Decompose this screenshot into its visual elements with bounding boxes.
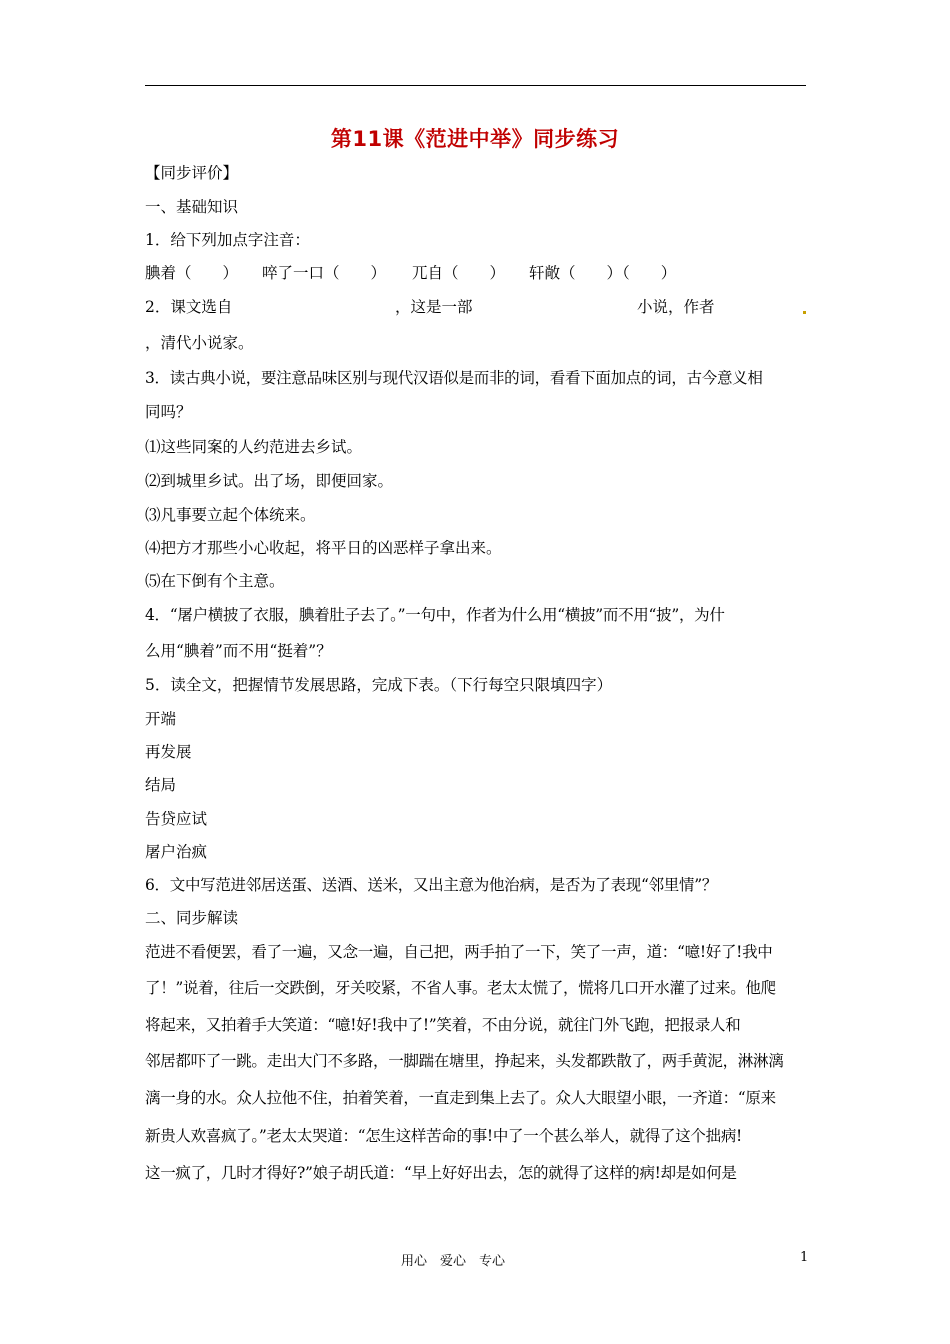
- q1-item: 腆着（ ）: [145, 264, 239, 282]
- footer-motto: 用心 爱心 专心: [401, 1254, 506, 1269]
- q3-item: ⑶凡事要立起个体统来。: [145, 506, 316, 524]
- part2-heading: 二、同步解读: [145, 909, 239, 927]
- q6-text: 6．文中写范进邻居送蛋、送酒、送米，又出主意为他治病，是否为了表现“邻里情”？: [145, 876, 718, 894]
- q2-part-c: 小说，作者: [637, 298, 715, 316]
- q2-part-b: ，这是一部: [395, 298, 473, 316]
- part1-heading: 一、基础知识: [145, 198, 239, 216]
- q5-prompt: 5．读全文，把握情节发展思路，完成下表。（下行每空只限填四字）: [145, 676, 613, 694]
- q5-row: 结局: [145, 776, 177, 794]
- passage-line: 将起来，又拍着手大笑道：“噫!好!我中了!”笑着，不由分说，就往门外飞跑，把报录人和: [145, 1016, 741, 1034]
- q4-line: 4．“屠户横披了衣服，腆着肚子去了。”一句中，作者为什么用“横披”而不用“披”，为什: [145, 606, 725, 624]
- q1-prompt: 1．给下列加点字注音：: [145, 231, 310, 249]
- q2-part-a: 2．课文选自: [145, 298, 233, 316]
- q3-item: ⑵到城里乡试。出了场，即便回家。: [145, 472, 394, 490]
- passage-line: 了！”说着，往后一交跌倒，牙关咬紧，不省人事。老太太慌了，慌将几口开水灌了过来。他爬: [145, 979, 776, 997]
- q3-line: 同吗？: [145, 403, 192, 421]
- passage-line: 新贵人欢喜疯了。”老太太哭道：“怎生这样苦命的事!中了一个甚么举人，就得了这个拙病!: [145, 1127, 742, 1145]
- passage-line: 邻居都吓了一跳。走出大门不多路，一脚踹在塘里，挣起来，头发都跌散了，两手黄泥，淋淋漓: [145, 1052, 784, 1070]
- q3-item: ⑴这些同案的人约范进去乡试。: [145, 438, 363, 456]
- stray-dot: [803, 311, 806, 314]
- q2-part-d: ，清代小说家。: [145, 334, 254, 352]
- page-number: 1: [800, 1250, 809, 1265]
- q1-item: 啐了一口（ ）: [262, 264, 387, 282]
- section-tag: 【同步评价】: [145, 164, 239, 182]
- header-rule: [145, 85, 806, 86]
- q5-row: 再发展: [145, 743, 192, 761]
- q5-row: 开端: [145, 710, 177, 728]
- passage-line: 漓一身的水。众人拉他不住，拍着笑着，一直走到集上去了。众人大眼望小眼，一齐道：“原来: [145, 1089, 776, 1107]
- q4-line: 么用“腆着”而不用“挺着”？: [145, 642, 332, 660]
- passage-line: 这一疯了，几时才得好?”娘子胡氏道：“早上好好出去，怎的就得了这样的病!却是如何是: [145, 1164, 737, 1182]
- q5-row: 屠户治疯: [145, 843, 208, 861]
- q1-item: 兀自（ ）: [412, 264, 506, 282]
- page-title: 第11课《范进中举》同步练习: [330, 127, 620, 151]
- q5-row: 告贷应试: [145, 810, 208, 828]
- q3-item: ⑷把方才那些小心收起，将平日的凶恶样子拿出来。: [145, 539, 502, 557]
- q3-line: 3．读古典小说，要注意品味区别与现代汉语似是而非的词，看看下面加点的词，古今意义相: [145, 369, 763, 387]
- q1-item: 轩敞（ ）（ ）: [529, 264, 677, 282]
- q3-item: ⑸在下倒有个主意。: [145, 572, 285, 590]
- passage-line: 范进不看便罢，看了一遍，又念一遍，自己把，两手拍了一下，笑了一声，道：“噫!好了!我中: [145, 943, 773, 961]
